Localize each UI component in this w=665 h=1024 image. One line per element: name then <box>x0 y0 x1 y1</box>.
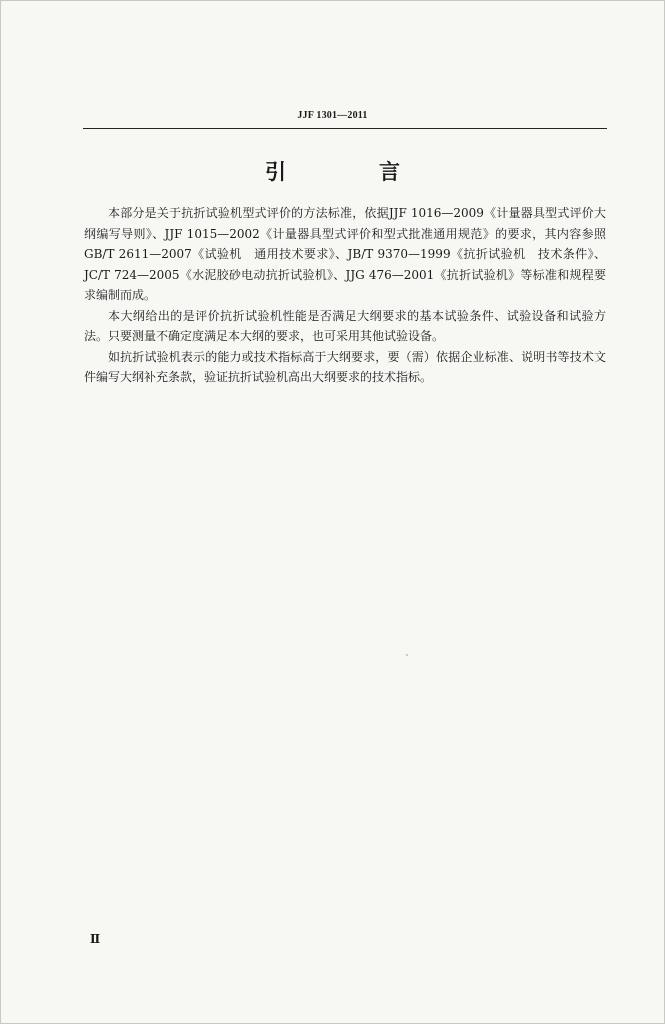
running-header: JJF 1301—2011 <box>297 110 368 121</box>
page-number: Ⅱ <box>90 932 101 946</box>
scan-speck <box>406 654 408 656</box>
paragraph-3: 如抗折试验机表示的能力或技术指标高于大纲要求，要（需）依据企业标准、说明书等技术文件编写大纲补充条款，验证抗折试验机高出大纲要求的技术指标。 <box>84 349 606 384</box>
header-rule <box>83 128 607 129</box>
paragraph-1: 本部分是关于抗折试验机型式评价的方法标准，依据JJF 1016—2009《计量器具型式评价大纲编写导则》、JJF 1015—2002《计量器具型式评价和型式批准通用规范》的要求，其内容参照GB/T 2611—2007《试验机 通用技术要求》、JB/T 9370—1999《抗折试验机 技术条件》、JC/T 724—2005《水泥胶砂电动抗折试验机》、JJG 476—2001《抗折试验机》等标准和规程要求编制而成。 <box>84 206 606 302</box>
section-title: 引 言 <box>265 159 436 184</box>
paragraph-2: 本大纲给出的是评价抗折试验机性能是否满足大纲要求的基本试验条件、试验设备和试验方法。只要测量不确定度满足本大纲的要求，也可采用其他试验设备。 <box>84 308 606 343</box>
body-text <box>84 203 606 388</box>
